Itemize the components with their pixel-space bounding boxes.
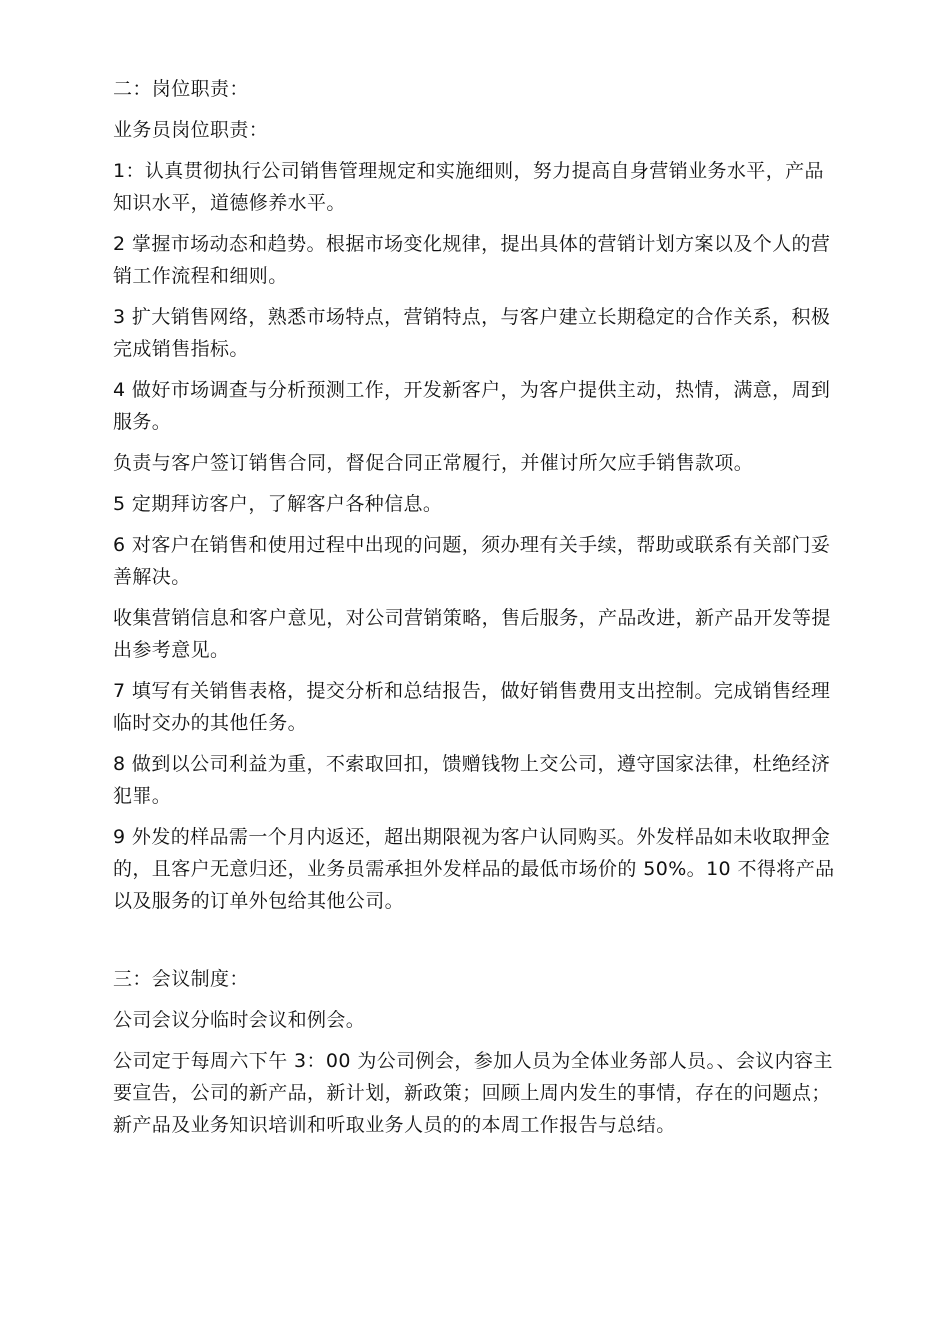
duty-item-feedback: 收集营销信息和客户意见，对公司营销策略，售后服务，产品改进，新产品开发等提出参考意见。 <box>113 607 831 661</box>
duty-item-3: 3 扩大销售网络，熟悉市场特点，营销特点，与客户建立长期稳定的合作关系，积极完成销售指标。 <box>113 306 831 360</box>
section-heading: 二：岗位职责： <box>113 78 249 100</box>
meeting-paragraph: 公司会议分临时会议和例会。 <box>113 1009 366 1031</box>
duty-item-4: 4 做好市场调查与分析预测工作，开发新客户，为客户提供主动，热情，满意，周到服务。 <box>113 379 831 433</box>
subsection-heading: 业务员岗位职责： <box>113 119 269 141</box>
duty-item-contract: 负责与客户签订销售合同，督促合同正常履行，并催讨所欠应手销售款项。 <box>113 452 754 474</box>
duty-item-6: 6 对客户在销售和使用过程中出现的问题，须办理有关手续，帮助或联系有关部门妥善解决。 <box>113 534 831 588</box>
section-spacer <box>113 926 841 963</box>
duty-item-2: 2 掌握市场动态和趋势。根据市场变化规律，提出具体的营销计划方案以及个人的营销工作流程和细则。 <box>113 233 831 287</box>
duty-item-7: 7 填写有关销售表格，提交分析和总结报告，做好销售费用支出控制。完成销售经理临时交办的其他任务。 <box>113 680 831 734</box>
meeting-paragraph: 公司定于每周六下午 3：00 为公司例会，参加人员为全体业务部人员。、会议内容主要宣告，公司的新产品，新计划，新政策；回顾上周内发生的事情，存在的问题点；新产品及业务知识培训和听取业务人员的的本周工作报告与总结。 <box>113 1050 833 1136</box>
section-heading: 三：会议制度： <box>113 968 249 990</box>
duty-item-1: 1：认真贯彻执行公司销售管理规定和实施细则，努力提高自身营销业务水平，产品知识水平，道德修养水平。 <box>113 160 824 214</box>
document-body <box>113 73 841 1150</box>
duty-item-5: 5 定期拜访客户，了解客户各种信息。 <box>113 493 443 515</box>
duty-item-8: 8 做到以公司利益为重，不索取回扣，馈赠钱物上交公司，遵守国家法律，杜绝经济犯罪。 <box>113 753 831 807</box>
duty-item-9: 9 外发的样品需一个月内返还，超出期限视为客户认同购买。外发样品如未收取押金的，且客户无意归还，业务员需承担外发样品的最低市场价的 50%。10 不得将产品以及服务的订单外包给其他公司。 <box>113 826 835 912</box>
